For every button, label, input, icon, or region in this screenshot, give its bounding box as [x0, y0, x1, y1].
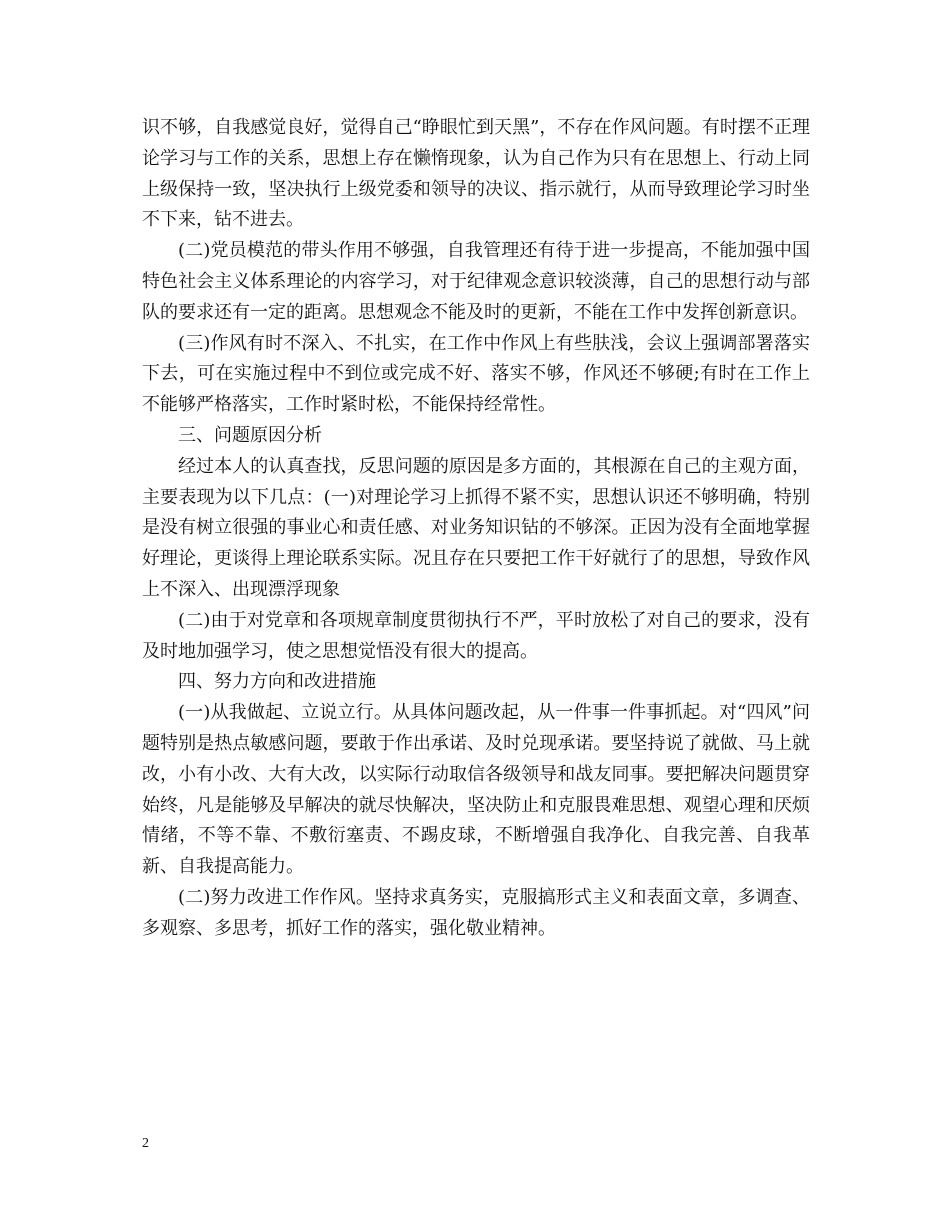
paragraph-improvement-item-1: (一)从我做起、立说立行。从具体问题改起，从一件事一件事抓起。对“四风”问题特别是热点敏感问题，要敢于作出承诺、及时兑现承诺。要坚持说了就做、马上就改，小有小改、大有大改，以实际行动取信各级领导和战友同事。要把解决问题贯穿始终，凡是能够及早解决的就尽快解决，坚决防止和克服畏难思想、观望心理和厌烦情绪，不等不靠、不敷衍塞责、不踢皮球，不断增强自我净化、自我完善、自我革新、自我提高能力。 — [142, 702, 810, 878]
document-body — [142, 113, 810, 945]
page-number: 2 — [142, 1136, 149, 1151]
paragraph-cause-analysis: 经过本人的认真查找，反思问题的原因是多方面的，其根源在自己的主观方面，主要表现为以下几点：(一)对理论学习上抓得不紧不实，思想认识还不够明确，特别是没有树立很强的事业心和责任感、对业务知识钻的不够深。正因为没有全面地掌握好理论，更谈得上理论联系实际。况且存在只要把工作干好就行了的思想，导致作风上不深入、出现漂浮现象 — [142, 455, 810, 600]
paragraph-cause-item-2: (二)由于对党章和各项规章制度贯彻执行不严，平时放松了对自己的要求，没有及时地加强学习，使之思想觉悟没有很大的提高。 — [142, 609, 810, 662]
paragraph-item-2: (二)党员模范的带头作用不够强，自我管理还有待于进一步提高，不能加强中国特色社会主义体系理论的内容学习，对于纪律观念意识较淡薄，自己的思想行动与部队的要求还有一定的距离。思想观念不能及时的更新，不能在工作中发挥创新意识。 — [142, 240, 810, 323]
paragraph-improvement-item-2: (二)努力改进工作作风。坚持求真务实，克服搞形式主义和表面文章，多调查、多观察、多思考，抓好工作的落实，强化敬业精神。 — [142, 886, 810, 939]
section-heading-improvement: 四、努力方向和改进措施 — [178, 671, 376, 693]
paragraph-item-3: (三)作风有时不深入、不扎实，在工作中作风上有些肤浅，会议上强调部署落实下去，可在实施过程中不到位或完成不好、落实不够，作风还不够硬;有时在工作上不能够严格落实，工作时紧时松，不能保持经常性。 — [142, 332, 810, 416]
section-heading-cause-analysis: 三、问题原因分析 — [178, 424, 322, 446]
paragraph-continuation: 识不够，自我感觉良好，觉得自己“睁眼忙到天黑”，不存在作风问题。有时摆不正理论学习与工作的关系，思想上存在懒惰现象，认为自己作为只有在思想上、行动上同上级保持一致，坚决执行上级党委和领导的决议、指示就行，从而导致理论学习时坐不下来，钻不进去。 — [142, 117, 810, 231]
